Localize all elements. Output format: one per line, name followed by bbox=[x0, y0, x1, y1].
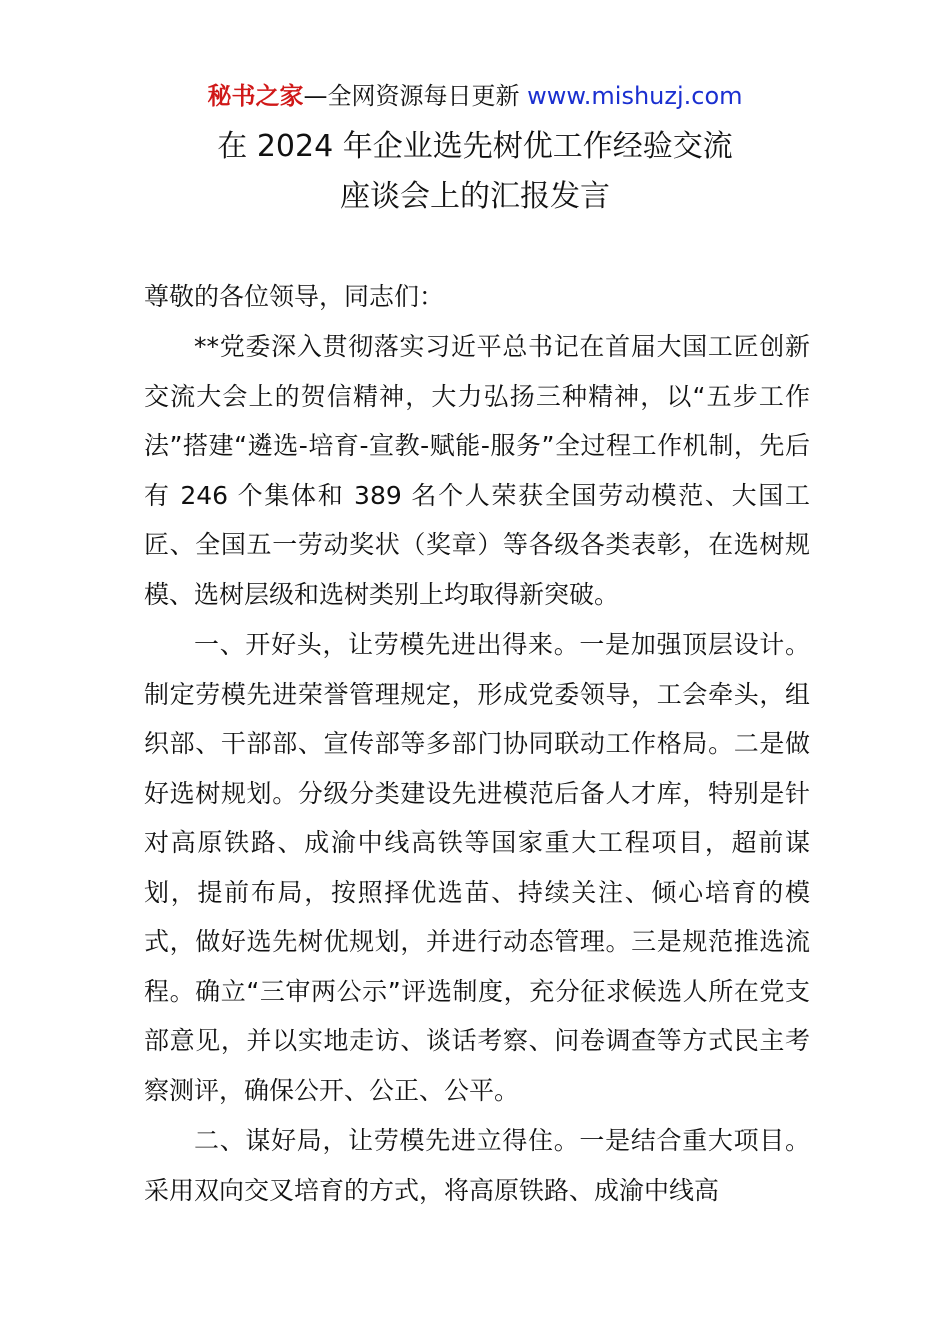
site-header bbox=[0, 80, 950, 112]
site-url-link[interactable]: www.mishuzj.com bbox=[527, 82, 743, 110]
paragraph-intro: **党委深入贯彻落实习近平总书记在首届大国工匠创新交流大会上的贺信精神，大力弘扬三种精神，以“五步工作法”搭建“遴选-培育-宣教-赋能-服务”全过程工作机制，先后有 246 个集体和 389 名个人荣获全国劳动模范、大国工匠、全国五一劳动奖状（奖章）等各级各类表彰，在选树规模、选树层级和选树类别上均取得新突破。 bbox=[144, 332, 810, 609]
paragraph-section-2: 二、谋好局，让劳模先进立得住。一是结合重大项目。采用双向交叉培育的方式，将高原铁路、成渝中线高 bbox=[144, 1126, 810, 1205]
brand-name: 秘书之家 bbox=[207, 82, 304, 110]
document-title-line-1: 在 2024 年企业选先树优工作经验交流 bbox=[217, 129, 733, 164]
paragraph-section-1: 一、开好头，让劳模先进出得来。一是加强顶层设计。制定劳模先进荣誉管理规定，形成党委领导，工会牵头，组织部、干部部、宣传部等多部门协同联动工作格局。二是做好选树规划。分级分类建设先进模范后备人才库，特别是针对高原铁路、成渝中线高铁等国家重大工程项目，超前谋划，提前布局，按照择优选苗、持续关注、倾心培育的模式，做好选先树优规划，并进行动态管理。三是规范推选流程。确立“三审两公示”评选制度，充分征求候选人所在党支部意见，并以实地走访、谈话考察、问卷调查等方式民主考察测评，确保公开、公正、公平。 bbox=[144, 630, 810, 1105]
salutation: 尊敬的各位领导，同志们： bbox=[144, 282, 445, 311]
document-title-line-2: 座谈会上的汇报发言 bbox=[340, 179, 610, 214]
header-tagline: —全网资源每日更新 bbox=[303, 82, 520, 110]
